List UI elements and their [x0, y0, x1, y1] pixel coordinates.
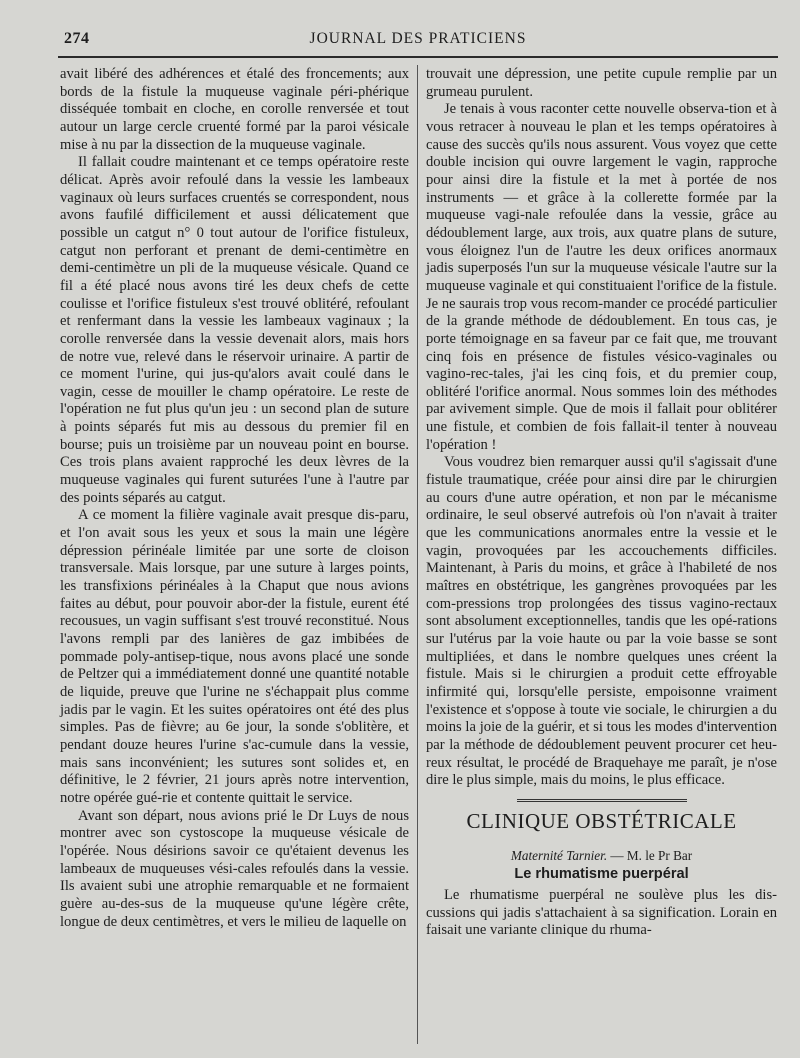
paragraph: Je tenais à vous raconter cette nouvelle observa-tion et à vous retracer à nouveau le plan et les temps opératoires à cause des succès qu'ils nous assurent. Vous voyez que cette double incision qui ouvre largement le vagin, rapproche pour ainsi dire la fistule et la met à portée de nos instruments — et grâce à la collerette formée par la muqueuse vagi-nale refoulée dans la vessie, grâce au dédoublement large, aux trois, aux quatre plans de suture, vous éloignez l'un de l'autre les deux orifices anormaux jadis superposés l'un sur la muqueuse vésicale l'autre sur la muqueuse vaginale et qui constituaient l'orifice de la fistule. Je ne saurais trop vous recom-mander ce procédé particulier de la grande méthode de dédoublement. En tous cas, je porte témoignage en sa faveur par ce fait que, me trouvant cinq fois en présence de fistules vésico-vaginales ou vagino-rec-tales, j'ai les cinq fois, et du premier coup, oblitéré l'orifice anormal. Nous sommes loin des méthodes par avivement simple. Que de mois il fallait pour oblitérer une fistule, et combien de fois fallait-il tenter à nouveau l'opération !	[426, 101, 777, 453]
page-header	[58, 30, 778, 54]
article-title: Le rhumatisme puerpéral	[514, 865, 689, 882]
right-column	[426, 66, 777, 940]
byline-author: — M. le Pr Bar	[610, 847, 693, 863]
paragraph: Il fallait coudre maintenant et ce temps opératoire reste délicat. Après avoir refoulé dans la vessie les lambeaux vaginaux où leurs surfaces cruentés se correspondent, nous avons faufilé difficilement et aussi délicatement que possible un catgut n° 0 tout autour de l'orifice fistuleux, catgut non perforant et prenant de demi-centimètre en demi-centimètre un pli de la muqueuse vésicale. Quand ce fil a été placé nous avons tiré les deux chefs de cette coulisse et l'orifice fistuleux s'est trouvé oblitéré, refoulant et renfermant dans la vessie les lambeaux vaginaux ; la corolle renversée dans la vessie devenait alors, mais hors de notre vue, relevé dans le réservoir urinaire. A partir de ce moment l'urine, qui jus-qu'alors avait coulé dans le vagin, cesse de mouiller le champ opératoire. Le reste de l'opération ne fut plus qu'un jeu : un second plan de suture à points séparés fut mis au dessous du premier fil en bourse; puis un troisième par un nouveau point en bourse. Ces trois plans avaient rapproché les deux lèvres de la muqueuse vaginales qui furent suturées l'une à l'autre par des points séparés au catgut.	[60, 154, 409, 506]
paragraph: A ce moment la filière vaginale avait presque dis-paru, et l'on avait sous les yeux et sous la main une légère dépression périnéale limitée par une sorte de cloison transversale. Mais lorsque, par une suture à larges points, les transfixions périnéales à la Chaput que nous avions faites au début, pour pouvoir abor-der la fistule, eurent été recousues, un vagin suffisant s'est trouvé reconstitué. Nous l'avons rempli par des lanières de gaz imbibées de pommade poly-antisep-tique, nous avons placé une sonde de Peltzer qui a immédiatement donné une quantité notable de liquide, preuve que l'urine ne s'échappait plus comme jadis par le vagin. Et les suites opératoires ont été des plus simples. Pas de fièvre; au 6e jour, la sonde s'oblitère, et pendant douze heures l'urine s'ac-cumule dans la vessie, mais sans inconvénient; les sutures sont solides et, en définitive, le 2 février, 21 jours après notre intervention, notre opérée gué-rie et contente quittait le service.	[60, 507, 409, 806]
left-column	[60, 66, 409, 931]
column-divider	[417, 65, 418, 1044]
journal-title: JOURNAL DES PRATICIENS	[309, 30, 527, 47]
paragraph: avait libéré des adhérences et étalé des froncements; aux bords de la fistule la muqueuse vaginale péri-phérique disséquée tombait en cloche, en corolle renversée et tout autour un large cercle cruenté formé par la paroi vésicale mise à nu par la dissection de la muqueuse vaginale.	[60, 66, 409, 153]
section-divider	[517, 799, 687, 802]
paragraph: trouvait une dépression, une petite cupule remplie par un grumeau purulent.	[426, 66, 777, 100]
byline	[426, 847, 777, 865]
paragraph: Vous voudrez bien remarquer aussi qu'il s'agissait d'une fistule traumatique, créée pour ainsi dire par le chirurgien au cours d'une autre opération, et non par le mécanisme ordinaire, le seul observé autrefois où l'on n'avait à traiter que les communications anormales entre la vessie et le vagin, provoquées par les accouchements difficiles. Maintenant, à Paris du moins, et grâce à l'habileté de nos maîtres en obstétrique, les gangrènes provoquées par les com-pressions trop prolongées des tissus vagino-rectaux sont absolument exceptionnelles, tandis que les opé-rations sur l'utérus par la voie haute ou par la voie basse se sont multipliées, et dans le nombre quelques unes créent la fistule. Mais si le chirurgien a produit cette effroyable infirmité qui, lorsqu'elle persiste, empoisonne vraiment l'existence et s'oppose à toute vie sociale, le chirurgien a du moins la joie de la guérir, et si tous les modes d'intervention par la méthode de dédoublement peuvent procurer cet heu-reux résultat, le procédé de Braquehaye me paraît, je n'ose dire le plus simple, mais du moins, le plus efficace.	[426, 454, 777, 789]
paragraph: Avant son départ, nous avions prié le Dr Luys de nous montrer avec son cystoscope la muqueuse vésicale de l'opérée. Nous désirions savoir ce qu'étaient devenus les lambeaux de muqueuses vési-cales refoulés dans la vessie. Ils avaient subi une atrophie remarquable et ne formaient guère au-des-sus de la muqueuse qu'une légère crête, longue de deux centimètres, et vers le milieu de laquelle on	[60, 807, 409, 930]
header-rule	[58, 56, 778, 58]
byline-place: Maternité Tarnier.	[510, 847, 608, 863]
section-title: CLINIQUE OBSTÉTRICALE	[466, 808, 737, 833]
page-number: 274	[64, 30, 90, 47]
paragraph: Le rhumatisme puerpéral ne soulève plus les dis-cussions qui jadis s'attachaient à sa signification. Lorain en faisait une variante clinique du rhuma-	[426, 886, 777, 939]
